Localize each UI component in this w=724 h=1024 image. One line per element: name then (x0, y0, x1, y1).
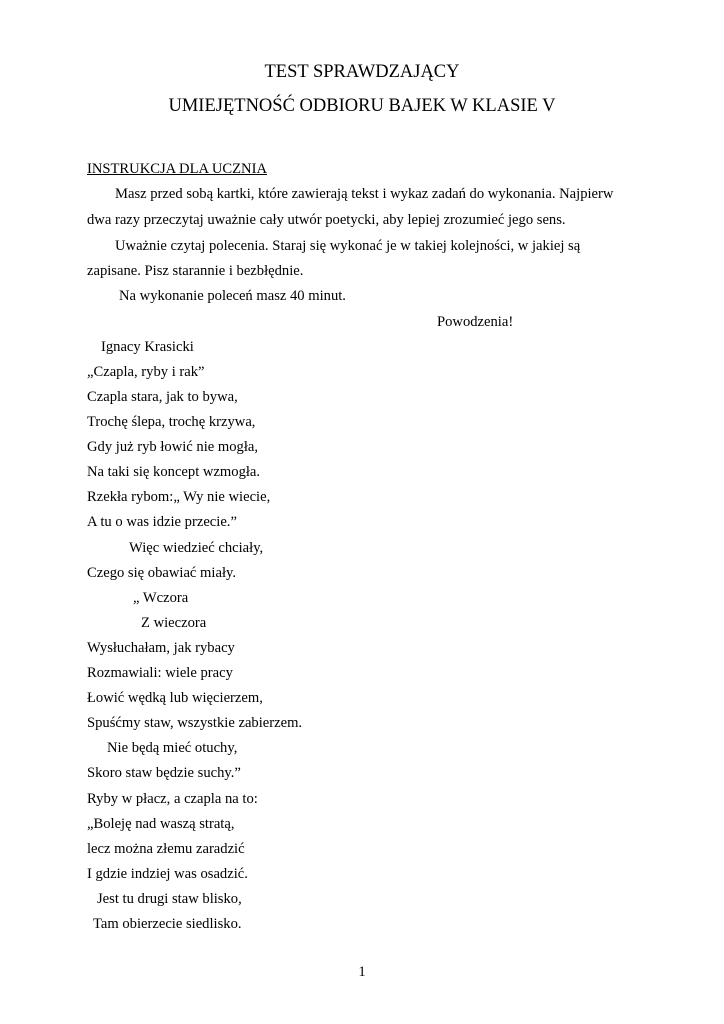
instructions-paragraph-2-line-1: Uważnie czytaj polecenia. Staraj się wykonać je w takiej kolejności, w jakiej są (115, 238, 581, 254)
poem-line: Łowić wędką lub więcierzem, (87, 690, 263, 706)
poem-author: Ignacy Krasicki (101, 339, 194, 355)
poem-line: Rzekła rybom:„ Wy nie wiecie, (87, 489, 271, 505)
page-number: 1 (358, 964, 366, 980)
instructions-paragraph-1-line-1: Masz przed sobą kartki, które zawierają tekst i wykaz zadań do wykonania. Najpierw (115, 186, 614, 202)
poem-line: Jest tu drugi staw blisko, (97, 891, 242, 907)
poem-line: Czego się obawiać miały. (87, 565, 236, 581)
instructions-paragraph-2-line-2: zapisane. Pisz starannie i bezbłędnie. (87, 263, 304, 279)
instructions-paragraph-1-line-2: dwa razy przeczytaj uważnie cały utwór poetycki, aby lepiej zrozumieć jego sens. (87, 212, 566, 228)
poem-line: Gdy już ryb łowić nie mogła, (87, 439, 259, 455)
closing-greeting: Powodzenia! (437, 314, 514, 330)
poem-line: Ryby w płacz, a czapla na to: (87, 791, 258, 807)
poem-line: Nie będą mieć otuchy, (107, 740, 238, 756)
poem-line: I gdzie indziej was osadzić. (87, 866, 248, 882)
poem-line: „ Wczora (133, 590, 189, 606)
instructions-heading: INSTRUKCJA DLA UCZNIA (87, 161, 267, 177)
poem-line: „Boleję nad waszą stratą, (87, 816, 235, 832)
poem-line: lecz można złemu zaradzić (87, 841, 245, 857)
instructions-paragraph-3: Na wykonanie poleceń masz 40 minut. (119, 288, 346, 304)
poem-line: Tam obierzecie siedlisko. (93, 916, 242, 932)
poem-line: Z wieczora (141, 615, 207, 631)
poem-line: Spuśćmy staw, wszystkie zabierzem. (87, 715, 303, 731)
poem-title: „Czapla, ryby i rak” (87, 364, 205, 380)
poem-line: Rozmawiali: wiele pracy (87, 665, 233, 681)
poem-line: A tu o was idzie przecie.” (87, 514, 237, 530)
poem-line: Trochę ślepa, trochę krzywa, (87, 414, 256, 430)
test-title: TEST SPRAWDZAJĄCY (264, 62, 460, 82)
test-subtitle: UMIEJĘTNOŚĆ ODBIORU BAJEK W KLASIE V (168, 96, 556, 116)
poem-line: Skoro staw będzie suchy.” (87, 765, 241, 781)
poem-line: Czapla stara, jak to bywa, (87, 389, 238, 405)
poem-line: Na taki się koncept wzmogła. (87, 464, 261, 480)
poem-line: Wysłuchałam, jak rybacy (87, 640, 235, 656)
poem-line: Więc wiedzieć chciały, (129, 540, 264, 556)
